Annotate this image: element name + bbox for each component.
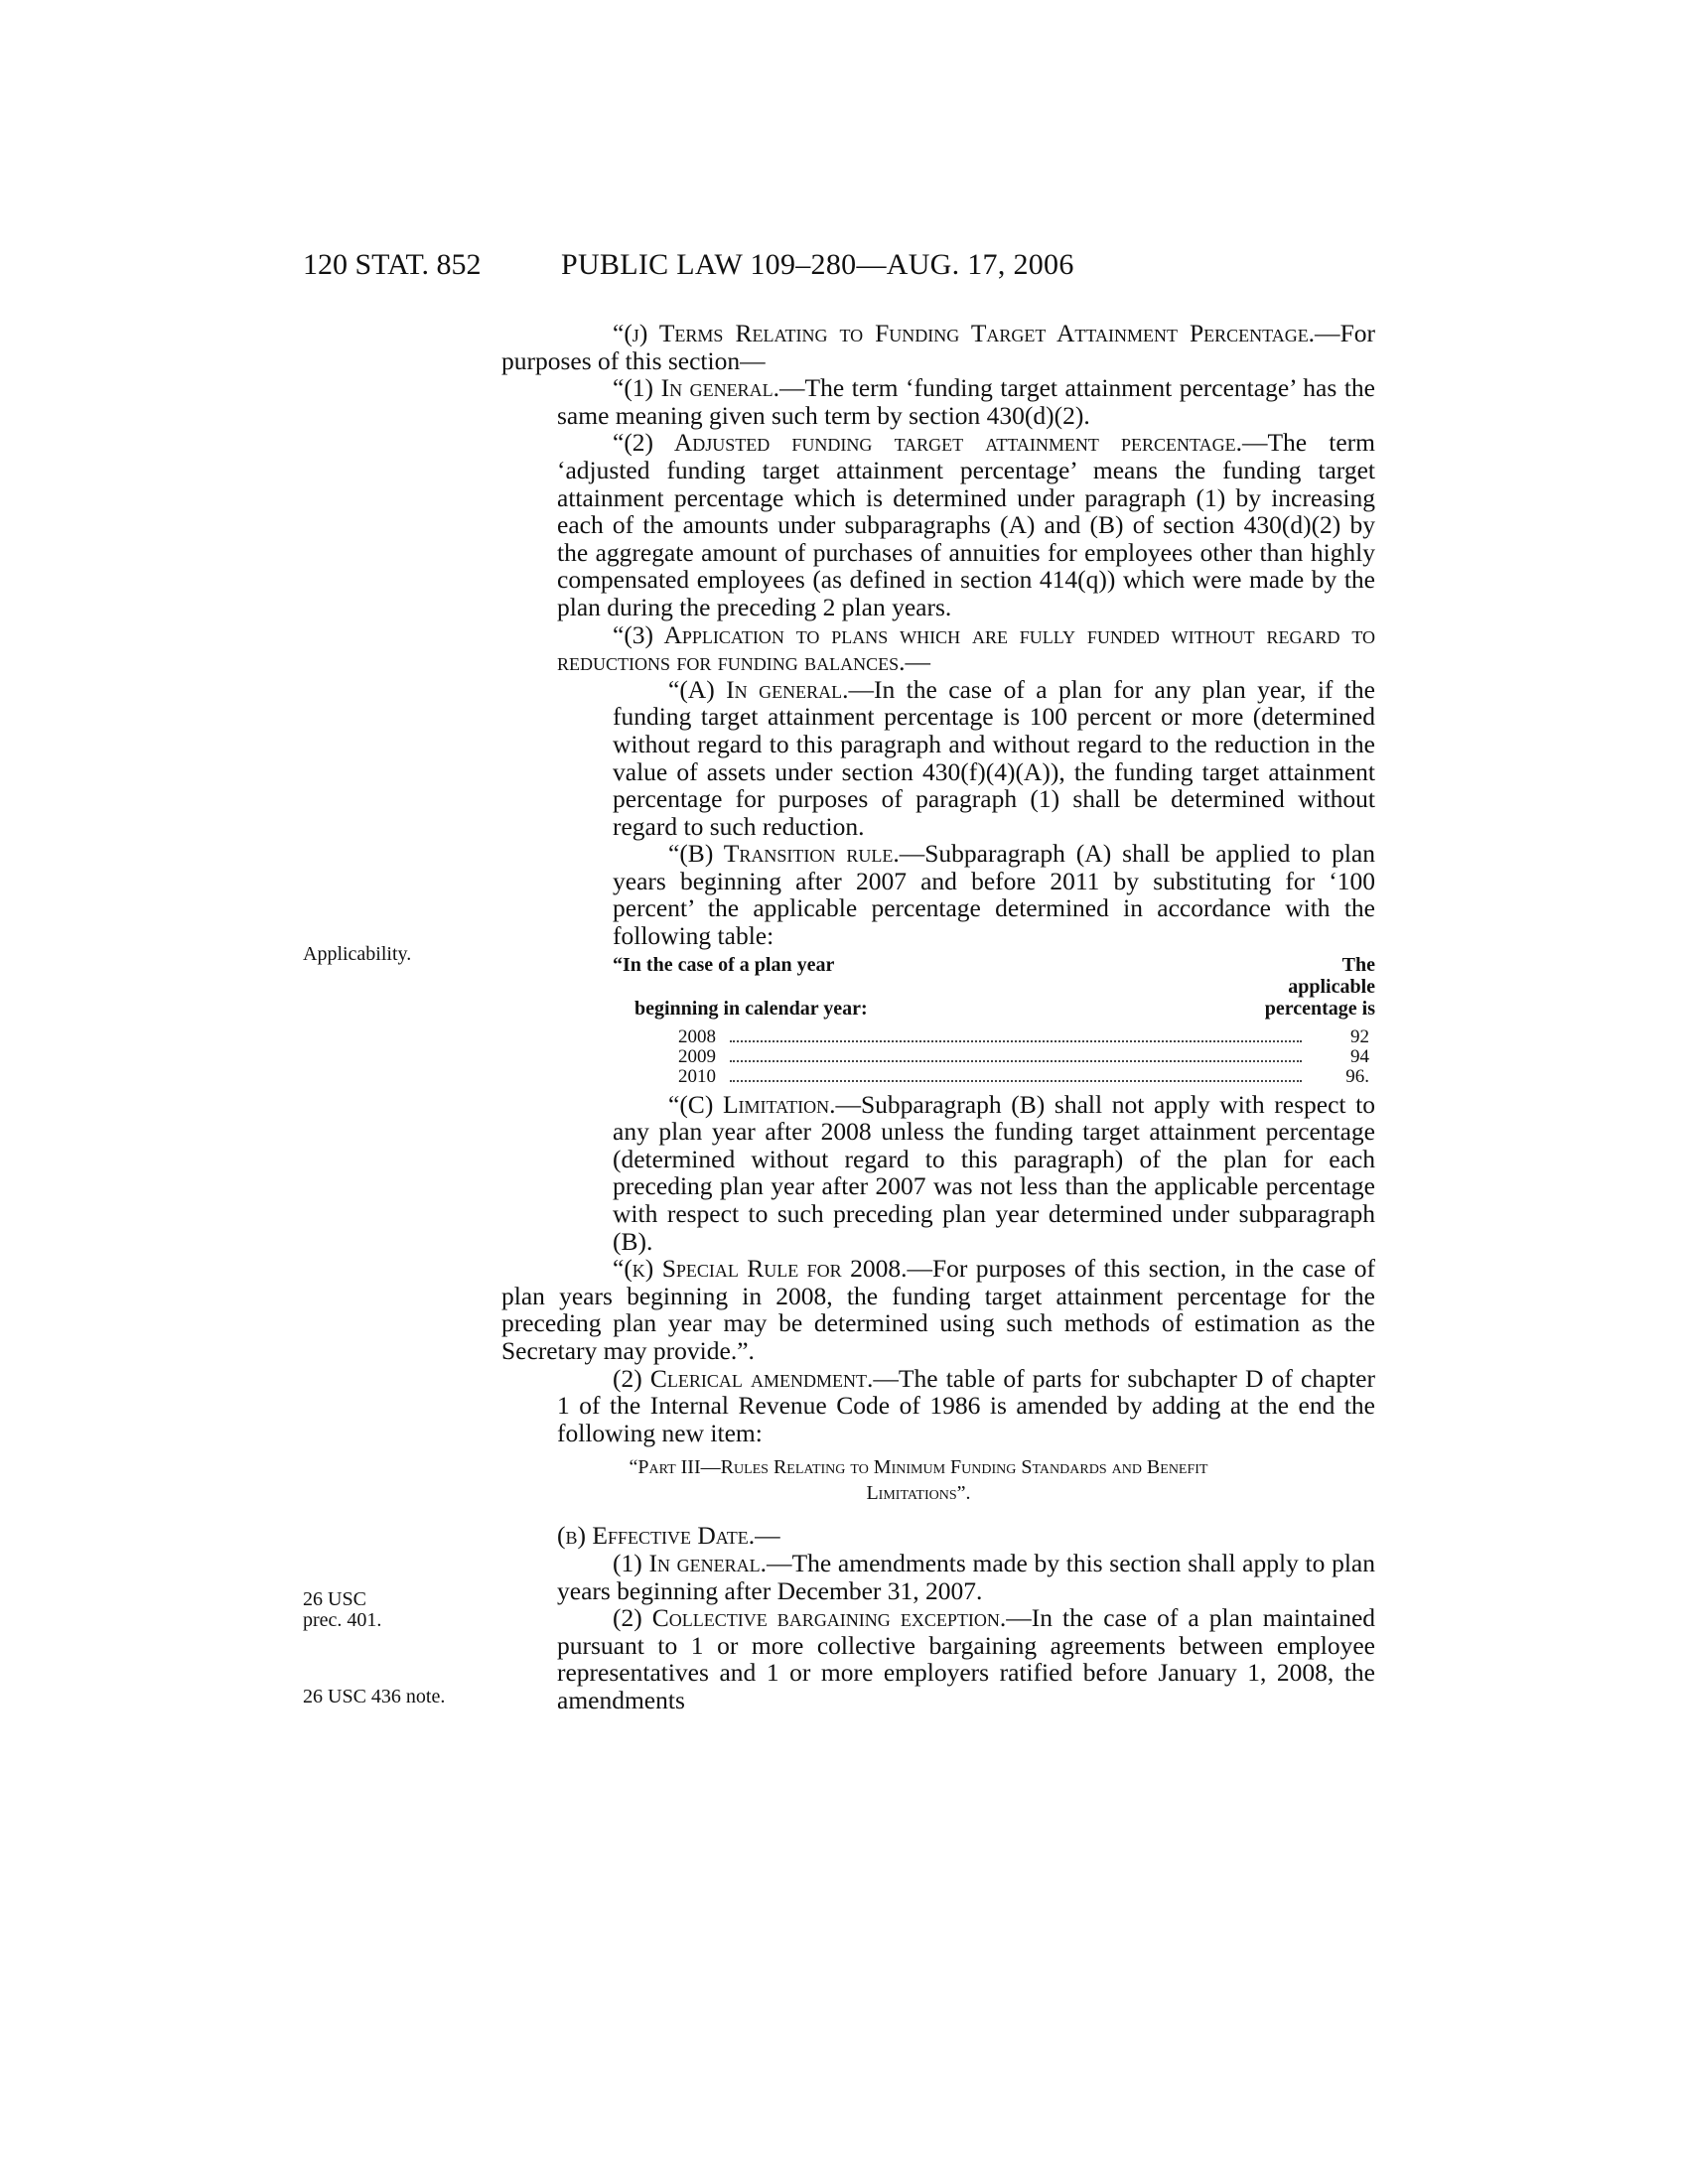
subsection-j-paragraphs [557, 374, 1375, 1255]
subparagraphs-j3 [613, 676, 1375, 1256]
table-row [613, 1047, 1375, 1067]
text-j2: The term ‘adjusted funding target attainment percentage’ means the funding target attainment percentage which is determined under paragraph (1) by increasing each of the amounts under subparagraphs (A) and (B) of section 430(d)(2) by the aggregate amount of purchases of annuities for employees other than highly compensated employees (as defined in section 414(q)) which were made by the plan during the preceding 2 plan years. [557, 428, 1375, 621]
paragraph-j [501, 320, 1375, 374]
text-j3C: Subparagraph (B) shall not apply with respect to any plan year after 2008 unless the funding target attainment percentage (determined without regard to this paragraph) of the plan for each preceding plan year after 2007 was not less than the applicable percentage with respect to such preceding plan year determined under subparagraph (B). [613, 1089, 1375, 1256]
law-title: PUBLIC LAW 109–280—AUG. 17, 2006 [561, 248, 1074, 281]
part-item-line1: “Part III—Rules Relating to Minimum Funding Standards and Benefit [629, 1456, 1208, 1479]
clerical-amendment-block [557, 1365, 1375, 1447]
margin-note-usc-prec [303, 1589, 381, 1631]
heading-j3C: “(C) Limitation.— [668, 1089, 861, 1119]
table-percentage: 96. [1345, 1065, 1369, 1087]
heading-j2: “(2) Adjusted funding target attainment percentage.— [613, 428, 1268, 458]
heading-k: “(k) Special Rule for 2008.— [613, 1254, 932, 1284]
text-j3A: In the case of a plan for any plan year, if the funding target attainment percentage is 100 percent or more (determined without regard to this paragraph and without regard to the reduction in the value of assets under section 430(f)(4)(A)), the funding target attainment percentage for purposes of paragraph (1) shall be determined without regard to such reduction. [613, 674, 1375, 841]
text-k: For purposes of this section, in the case of plan years beginning in 2008, the funding target attainment percentage for the preceding plan year may be determined using such methods of estimation as the Secretary may provide.”. [501, 1254, 1375, 1365]
heading-j3B: “(B) Transition rule.— [668, 839, 925, 869]
table-header-right-1: The [1341, 953, 1375, 976]
margin-note-usc-prec-line2: prec. 401. [303, 1609, 382, 1631]
page-header [303, 248, 1226, 288]
part-item-line2: Limitations”. [866, 1482, 971, 1505]
heading-j: “(j) Terms Relating to Funding Target Attainment Percentage.— [613, 319, 1340, 347]
paragraph-j3B [613, 840, 1375, 949]
heading-clerical: (2) Clerical amendment.— [613, 1363, 899, 1393]
table-year: 2009 [678, 1045, 716, 1067]
text-j3B: Subparagraph (A) shall be applied to plan years beginning after 2007 and before 2011 by substituting for ‘100 percent’ the applicable percentage determined in accordance with the following table: [613, 839, 1376, 951]
paragraph-k [501, 1255, 1375, 1364]
table-header-right-3: percentage is [1264, 997, 1375, 1020]
table-header [613, 954, 1375, 1027]
margin-note-usc-436: 26 USC 436 note. [303, 1686, 446, 1707]
dot-leader [730, 1060, 1302, 1062]
table-percentage: 94 [1350, 1045, 1369, 1067]
text-clerical: The table of parts for subchapter D of chapter 1 of the Internal Revenue Code of 1986 is amended by adding at the end the following new item: [557, 1363, 1375, 1447]
paragraph-j1 [557, 374, 1375, 429]
dot-leader [730, 1040, 1302, 1042]
table-year: 2008 [678, 1025, 716, 1047]
table-header-right-2: applicable [1288, 975, 1375, 998]
table-row [613, 1027, 1375, 1047]
part-iii-item [462, 1454, 1375, 1506]
text-j1: The term ‘funding target attainment percentage’ has the same meaning given such term by section 430(d)(2). [557, 373, 1375, 430]
statute-body [501, 320, 1375, 1714]
paragraph-j2 [557, 429, 1375, 620]
paragraph-b1 [557, 1550, 1375, 1604]
text-b1: The amendments made by this section shall apply to plan years beginning after December 31, 2007. [557, 1548, 1376, 1605]
table-header-left-2: beginning in calendar year: [634, 997, 868, 1020]
table-header-left-1: “In the case of a plan year [613, 953, 835, 976]
table-row [613, 1067, 1375, 1087]
paragraph-b [557, 1522, 1375, 1550]
heading-b2: (2) Collective bargaining exception.— [613, 1603, 1032, 1633]
table-year: 2010 [678, 1065, 716, 1087]
applicable-percentage-table [613, 954, 1375, 1087]
effective-date-block [557, 1522, 1375, 1713]
heading-j3A: “(A) In general.— [668, 674, 874, 704]
dot-leader [730, 1080, 1302, 1082]
paragraph-b2 [557, 1604, 1375, 1713]
paragraph-j3 [557, 621, 1375, 676]
paragraph-j3C [613, 1091, 1375, 1256]
paragraph-j3A [613, 676, 1375, 841]
margin-note-usc-prec-line1: 26 USC [303, 1588, 366, 1610]
table-header-right [1265, 954, 1375, 1020]
table-percentage: 92 [1350, 1025, 1369, 1047]
heading-b1: (1) In general.— [613, 1548, 792, 1577]
margin-note-applicability: Applicability. [303, 943, 412, 965]
heading-b: (b) Effective Date.— [557, 1521, 780, 1551]
heading-j1: “(1) In general.— [613, 373, 805, 403]
heading-j3: “(3) Application to plans which are fully funded without regard to reductions for funding balances.— [557, 619, 1375, 677]
stat-page-number: 120 STAT. 852 [303, 248, 482, 281]
text-b2: In the case of a plan maintained pursuant to 1 or more collective bargaining agreements between employee representatives and 1 or more employers ratified before January 1, 2008, the amendments [557, 1603, 1376, 1714]
paragraph-clerical [557, 1365, 1375, 1447]
text-j: For purposes of this section— [501, 319, 1375, 375]
